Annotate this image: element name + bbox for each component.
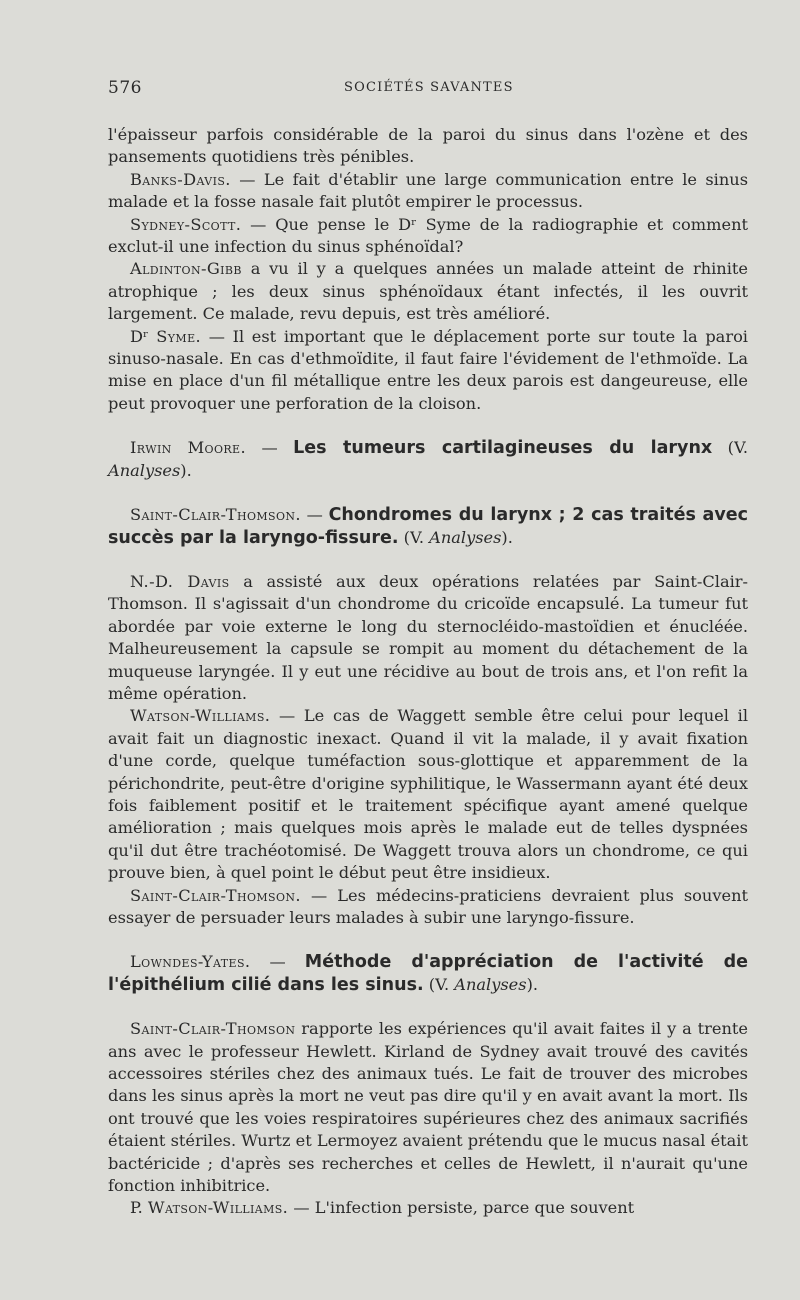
paragraph-nd-davis — [108, 571, 748, 705]
paragraph-text: — Les médecins-praticiens devraient plus souvent essayer de persuader leurs malades à subir une laryngo-fissure. — [108, 885, 748, 927]
ref-open: (V. — [712, 438, 748, 458]
title-dash: — — [246, 438, 294, 458]
title-dash: — — [250, 952, 305, 972]
speaker-name: Watson-Williams. — [130, 706, 271, 726]
communication-title: Les tumeurs cartilagineuses du larynx — [293, 438, 713, 459]
speaker-name: Aldinton-Gibb — [130, 259, 242, 279]
speaker-name: Saint-Clair-Thomson. — [130, 505, 301, 525]
title-dash: — — [300, 505, 329, 525]
ref-open: (V. — [423, 974, 455, 994]
paragraph-p-watson-williams — [108, 1197, 748, 1219]
speaker-name: Watson-Williams. — [147, 1198, 289, 1218]
paragraph-text: a vu il y a quelques années un malade atteint de rhinite atrophique ; les deux sinus sphénoïdaux étant infectés, il les ouvrit largement. Ce malade, revu depuis, est très amélioré. — [108, 259, 748, 324]
paragraph-text: — Le cas de Waggett semble être celui pour lequel il avait fait un diagnostic inexact. Quand il vit la malade, il y avait fixation d'une corde, quelque tuméfaction sous-glottique et apparemment de la périchondrite, peut-être d'origine syphilitique, le Wassermann ayant été deux fois faiblement positif et le traitement spécifique ayant amené quelque amélioration ; mais quelques mois après le malade eut de telles dyspnées qu'il dut être trachéotomisé. De Waggett trouva alors un chondrome, ce qui prouve bien, à quel point le début peut être insidieux. — [108, 706, 748, 883]
paragraph-sydney-scott — [108, 214, 748, 259]
section-title-lowndes-yates — [108, 951, 748, 996]
section-title-saint-clair-thomson — [108, 504, 748, 549]
speaker-name: Lowndes-Yates. — [130, 952, 251, 972]
paragraph-saint-clair-thomson-2 — [108, 1018, 748, 1197]
ref-analyses: Analyses — [454, 974, 527, 994]
speaker-name: Banks-Davis. — [130, 169, 231, 189]
paragraph-text: — Le fait d'établir une large communication entre le sinus malade et la fosse nasale fait plutôt empirer le processus. — [108, 169, 748, 212]
ref-analyses: Analyses — [108, 460, 181, 480]
communication-title: Méthode d'appréciation de l'activité de l'épithélium cilié dans les sinus. — [108, 952, 748, 995]
page-body — [108, 124, 748, 1220]
speaker-name: Irwin Moore. — [130, 438, 247, 458]
speaker-name: Saint-Clair-Thomson — [130, 1019, 296, 1039]
ref-open: (V. — [398, 527, 430, 547]
paragraph-banks-davis — [108, 169, 748, 214]
speaker-prefix: P. — [130, 1198, 148, 1218]
ref-analyses: Analyses — [429, 527, 502, 547]
paragraph-text: a assisté aux deux opérations relatées par Saint-Clair-Thomson. Il s'agissait d'un chondrome du cricoïde encapsulé. La tumeur fut abordée par voie externe le long du sternocléido-mastoïdien et énucléée. Malheureusement la capsule se rompit au moment du détachement de la muqueuse laryngée. Il y eut une récidive au bout de trois ans, et l'on refit la même opération. — [108, 571, 748, 703]
speaker-name: N.-D. Davis — [130, 571, 230, 591]
running-head: SOCIÉTÉS SAVANTES — [344, 80, 514, 95]
speaker-name: Sydney-Scott. — [130, 214, 242, 234]
page-header — [108, 78, 748, 100]
speaker-prefix: Dʳ — [130, 326, 157, 346]
paragraph-saint-clair-thomson — [108, 885, 748, 930]
paragraph-text: rapporte les expériences qu'il avait faites il y a trente ans avec le professeur Hewlett. Kirland de Sydney avait trouvé des cavités accessoires stériles chez des animaux tués. Le fait de trouver des microbes dans les sinus après la mort ne veut pas dire qu'il y en avait avant la mort. Ils ont trouvé que les voies respiratoires supérieures chez des animaux sacrifiés étaient stériles. Wurtz et Lermoyez avaient prétendu que le mucus nasal était bactéricide ; d'après ses recherches et celles de Hewlett, il n'aurait qu'une fonction inhibitrice. — [108, 1019, 748, 1196]
paragraph-syme — [108, 326, 748, 416]
paragraph-text: — L'infection persiste, parce que souvent — [288, 1198, 635, 1218]
paragraph-aldinton-gibb — [108, 258, 748, 325]
speaker-name: Saint-Clair-Thomson. — [130, 885, 301, 905]
ref-close: ). — [501, 527, 513, 547]
paragraph-text: — Il est important que le déplacement porte sur toute la paroi sinuso-nasale. En cas d'ethmoïdite, il faut faire l'évidement de l'ethmoïde. La mise en place d'un fil métallique entre les deux parois est dangeureuse, elle peut provoquer une perforation de la cloison. — [108, 326, 748, 413]
ref-close: ). — [526, 974, 539, 994]
paragraph-text: — Que pense le Dʳ Syme de la radiographie et comment exclut-il une infection du sinus sphénoïdal? — [108, 214, 748, 257]
section-title-irwin-moore — [108, 437, 748, 482]
page-number: 576 — [108, 78, 142, 98]
paragraph-continuation: l'épaisseur parfois considérable de la paroi du sinus dans l'ozène et des pansements quotidiens très pénibles. — [108, 125, 748, 167]
paragraph-watson-williams — [108, 705, 748, 884]
communication-title: Chondromes du larynx ; 2 cas traités avec succès par la laryngo-fissure. — [108, 505, 748, 548]
speaker-name: Syme. — [156, 326, 202, 346]
ref-close: ). — [180, 460, 192, 480]
